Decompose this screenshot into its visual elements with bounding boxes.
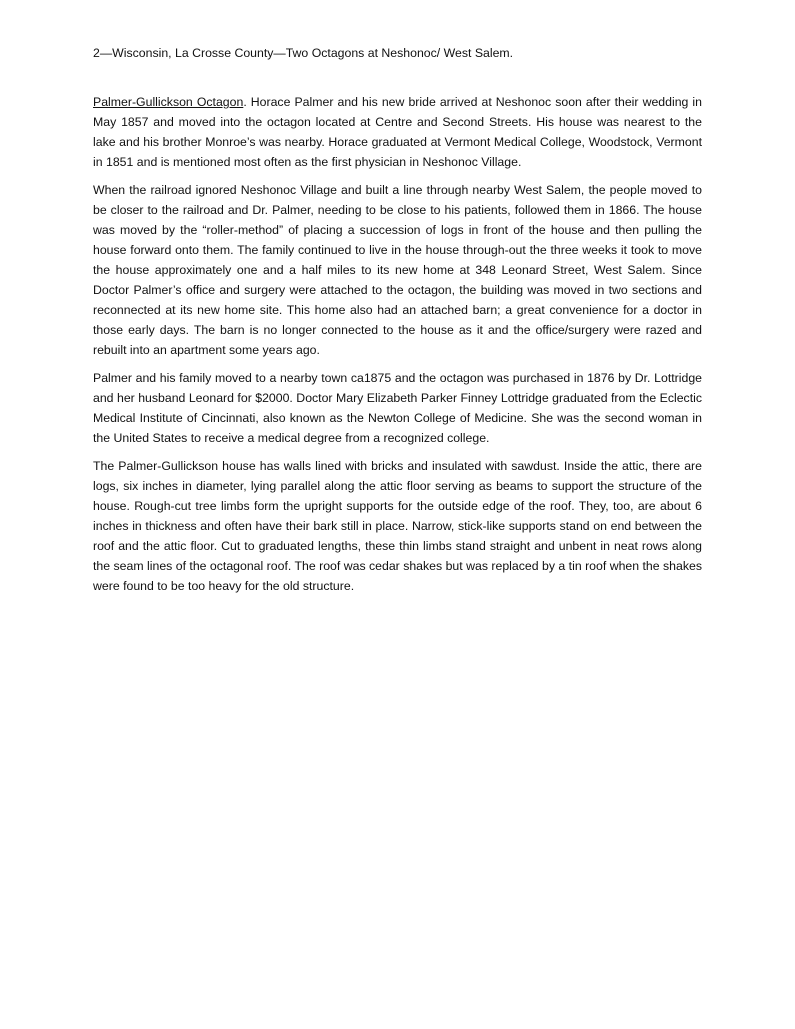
paragraph-1	[93, 92, 702, 172]
document-body	[93, 43, 702, 604]
paragraph-4: The Palmer-Gullickson house has walls lined with bricks and insulated with sawdust. Inside the attic, there are logs, six inches in diameter, lying parallel along the attic floor serving as beams to support the structure of the house. Rough-cut tree limbs form the upright supports for the outside edge of the roof. They, too, are about 6 inches in thickness and often have their bark still in place. Narrow, stick-like supports stand on end between the roof and the attic floor. Cut to graduated lengths, these thin limbs stand straight and unbent in neat rows along the seam lines of the octagonal roof. The roof was cedar shakes but was replaced by a tin roof when the shakes were found to be too heavy for the old structure.	[93, 459, 702, 593]
paragraph-1-text: . Horace Palmer and his new bride arrived at Neshonoc soon after their wedding in May 1857 and moved into the octagon located at Centre and Second Streets. His house was nearest to the lake and his brother Monroe’s was nearby. Horace graduated at Vermont Medical College, Woodstock, Vermont in 1851 and is mentioned most often as the first physician in Neshonoc Village.	[93, 95, 702, 169]
document-heading: 2—Wisconsin, La Crosse County—Two Octagons at Neshonoc/ West Salem.	[93, 46, 514, 60]
paragraph-3: Palmer and his family moved to a nearby town ca1875 and the octagon was purchased in 1876 by Dr. Lottridge and her husband Leonard for $2000. Doctor Mary Elizabeth Parker Finney Lottridge graduated from the Eclectic Medical Institute of Cincinnati, also known as the Newton College of Medicine. She was the second woman in the United States to receive a medical degree from a recognized college.	[93, 371, 702, 445]
paragraph-2: When the railroad ignored Neshonoc Village and built a line through nearby West Salem, the people moved to be closer to the railroad and Dr. Palmer, needing to be close to his patients, followed them in 1866. The house was moved by the “roller-method” of placing a succession of logs in front of the house and then pulling the house forward onto them. The family continued to live in the house through-out the three weeks it took to move the house approximately one and a half miles to its new home at 348 Leonard Street, West Salem. Since Doctor Palmer’s office and surgery were attached to the octagon, the building was moved in two sections and reconnected at its new home site. This home also had an attached barn; a great convenience for a doctor in those early days. The barn is no longer connected to the house as it and the office/surgery were razed and rebuilt into an apartment some years ago.	[93, 183, 702, 357]
section-title: Palmer-Gullickson Octagon	[93, 95, 244, 109]
